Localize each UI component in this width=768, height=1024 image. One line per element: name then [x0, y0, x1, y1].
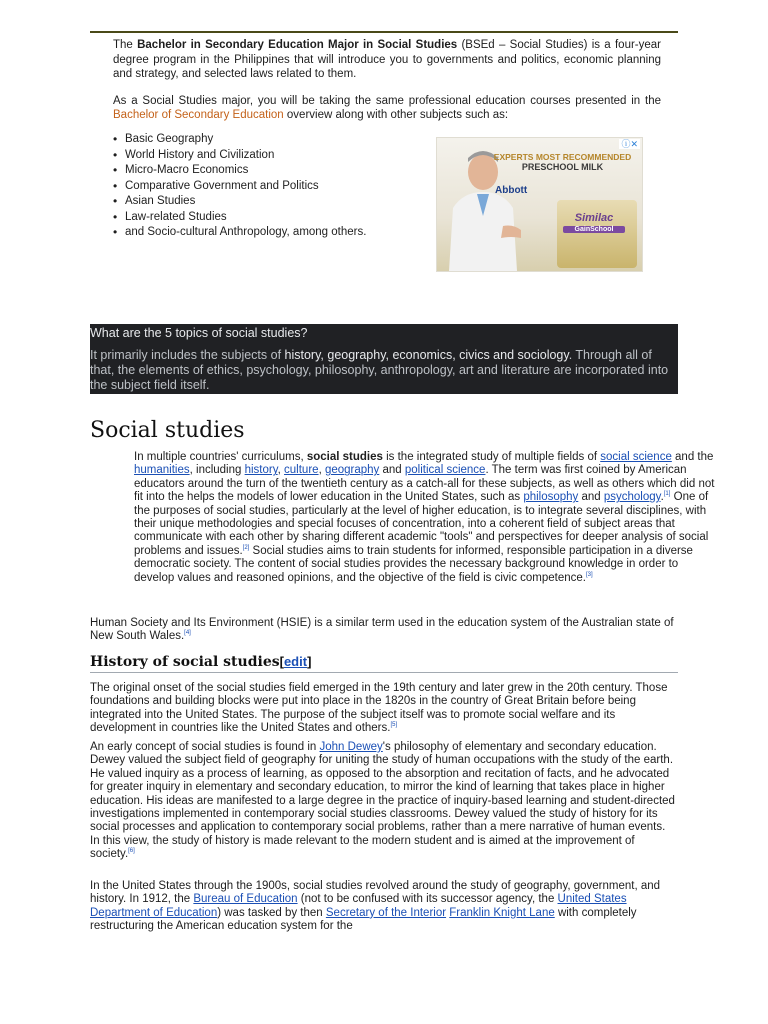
- advertisement-banner[interactable]: [436, 137, 643, 272]
- link-history[interactable]: history: [244, 464, 278, 477]
- list-item: • Asian Studies: [125, 194, 425, 210]
- link-philosophy[interactable]: philosophy: [523, 491, 579, 504]
- top-rule: [90, 31, 678, 33]
- bsed-overview-link[interactable]: Bachelor of Secondary Education: [113, 109, 284, 121]
- link-franklin-knight-lane[interactable]: Franklin Knight Lane: [449, 906, 555, 919]
- link-social-science[interactable]: social science: [600, 451, 672, 463]
- citation-6[interactable]: [6]: [128, 848, 135, 855]
- list-item: • World History and Civilization: [125, 148, 425, 164]
- list-item: • Basic Geography: [125, 132, 425, 148]
- edit-link[interactable]: [edit]: [279, 654, 312, 669]
- citation-4[interactable]: [4]: [184, 630, 191, 637]
- ad-close-icon[interactable]: ⓘ✕: [621, 139, 638, 149]
- faq-answer: It primarily includes the subjects of history, geography, economics, civics and sociology. Through all of that, the elements of ethics, psychology, philosophy, anthropology, art and literature are incorporated into the subject field itself.: [90, 348, 669, 393]
- article-paragraph-5: In the United States through the 1900s, social studies revolved around the study of geography, government, and history. In 1912, the Bureau of Education (not to be confused with its successor agency, the United States Department of Education) was tasked by then Secretary of the Interior Franklin Knight Lane with completely restructuring the American education system for the: [90, 880, 661, 933]
- ad-headline: EXPERTS MOST RECOMMENDED PRESCHOOL MILK: [493, 152, 632, 172]
- intro-paragraph-1: The Bachelor in Secondary Education Major in Social Studies (BSEd – Social Studies) is a four-year degree program in the Philippines that will introduce you to governments and politics, economic planning and strategy, and selected laws related to them.: [113, 39, 661, 80]
- link-psychology[interactable]: psychology: [603, 491, 661, 504]
- article-title: Social studies: [90, 418, 245, 443]
- intro-paragraph-2: As a Social Studies major, you will be taking the same professional education courses presented in the Bachelor of Secondary Education overview along with other subjects such as:: [113, 94, 661, 121]
- article-paragraph-4: An early concept of social studies is found in John Dewey's philosophy of elementary and secondary education. Dewey valued the subject field of geography for uniting the study of human occupations with the study of the earth. He valued inquiry as a process of learning, as opposed to the absorption and recitation of facts, and he advocated for greater inquiry in elementary and secondary education, to mirror the kind of learning that takes place in higher education. His ideas are manifested to a large degree in the practice of inquiry-based learning and student-directed investigations implemented in contemporary social studies classrooms. Dewey valued the study of history for its social processes and application to contemporary social problems, rather than a mere narrative of human events. In this view, the study of history is made relevant to the modern student and is aimed at the improvement of society.[6]: [90, 741, 675, 861]
- ad-brand-logo: Abbott: [495, 185, 528, 196]
- link-us-department-of-education[interactable]: United States Department of Education: [90, 893, 627, 919]
- link-geography[interactable]: geography: [324, 464, 380, 477]
- list-item: • Comparative Government and Politics: [125, 179, 425, 195]
- citation-3[interactable]: [3]: [585, 571, 593, 578]
- list-item: • Micro-Macro Economics: [125, 163, 425, 179]
- link-political-science[interactable]: political science: [404, 464, 486, 477]
- citation-2[interactable]: [2]: [242, 545, 250, 552]
- section-heading-history: History of social studies[edit]: [90, 654, 678, 673]
- link-bureau-of-education[interactable]: Bureau of Education: [193, 893, 298, 906]
- link-culture[interactable]: culture: [284, 464, 319, 477]
- program-name: Bachelor in Secondary Education Major in Social Studies: [137, 39, 458, 51]
- article-paragraph-3: The original onset of the social studies field emerged in the 19th century and later grew in the 20th century. Those foundations and building blocks were put into place in the 1820s in the country of Great Britain before being integrated into the United States. The purpose of the subject itself was to promote social welfare and its development in countries like the United States and others.[5]: [90, 682, 668, 735]
- ad-product-sub: GainSchool: [563, 226, 625, 233]
- citation-1[interactable]: [1]: [663, 491, 671, 498]
- subjects-list: [113, 132, 425, 241]
- faq-question: What are the 5 topics of social studies?: [90, 326, 308, 340]
- link-john-dewey[interactable]: John Dewey: [319, 741, 383, 753]
- ad-product-name: Similac: [574, 212, 614, 224]
- link-secretary-of-the-interior[interactable]: Secretary of the Interior: [325, 906, 447, 919]
- link-humanities[interactable]: humanities: [134, 464, 190, 477]
- list-item: • and Socio-cultural Anthropology, among others.: [125, 225, 425, 241]
- intro-section: [113, 38, 661, 135]
- ad-product-image: [557, 200, 637, 268]
- article-paragraph-1: In multiple countries' curriculums, social studies is the integrated study of multiple fields of social science and the humanities, including history, culture, geography and political science. The term was first coined by American educators around the turn of the twentieth century as a catch-all for these subjects, as well as others which did not fit into the helps the models of lower education in the United States, such as philosophy and psychology.[1] One of the purposes of social studies, particularly at the level of higher education, is to integrate several disciplines, with their unique methodologies and special focuses of concentration, into a coherent field of subject areas that communicate with each other by sharing different academic "tools" and perspectives for deeper analysis of social problems and issues.[2] Social studies aims to train students for informed, responsible participation in a diverse democratic society. The content of social studies provides the necessary background knowledge in order to develop values and reasoned opinions, and the objective of the field is civic competence.[3]: [134, 451, 715, 584]
- list-item: • Law-related Studies: [125, 210, 425, 226]
- citation-5[interactable]: [5]: [390, 722, 398, 729]
- article-paragraph-2: Human Society and Its Environment (HSIE) is a similar term used in the education system of the Australian state of New South Wales.[4]: [90, 617, 674, 643]
- faq-snippet: [90, 324, 678, 394]
